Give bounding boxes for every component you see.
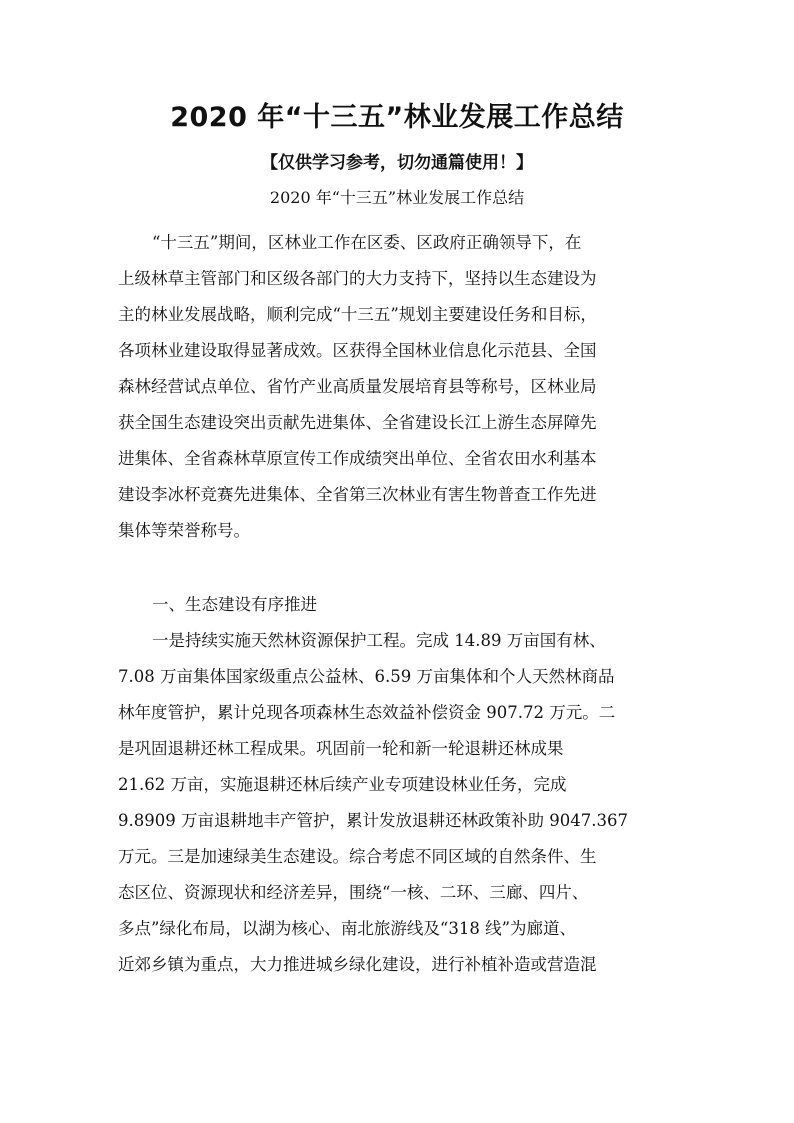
usage-note: 【仅供学习参考，切勿通篇使用！】 — [261, 153, 533, 173]
section-line: 万元。三是加速绿美生态建设。综合考虑不同区域的自然条件、生 — [118, 847, 597, 866]
intro-line: 获全国生态建设突出贡献先进集体、全省建设长江上游生态屏障先 — [118, 413, 597, 432]
intro-line: “十三五”期间，区林业工作在区委、区政府正确领导下，在 — [152, 233, 582, 252]
intro-line: 各项林业建设取得显著成效。区获得全国林业信息化示范县、全国 — [118, 341, 597, 360]
intro-line: 森林经营试点单位、省竹产业高质量发展培育县等称号，区林业局 — [118, 377, 597, 396]
section-line: 近郊乡镇为重点，大力推进城乡绿化建设，进行补植补造或营造混 — [118, 955, 597, 974]
intro-line: 集体等荣誉称号。 — [118, 521, 250, 540]
section-heading: 一、生态建设有序推进 — [152, 595, 317, 614]
section-line: 态区位、资源现状和经济差异，围绕“一核、二环、三廊、四片、 — [118, 883, 589, 902]
section-line: 一是持续实施天然林资源保护工程。完成 14.89 万亩国有林、 — [152, 631, 606, 650]
document-subtitle: 2020 年“十三五”林业发展工作总结 — [269, 188, 525, 207]
section-line: 多点”绿化布局，以湖为核心、南北旅游线及“318 线”为廊道、 — [118, 919, 577, 938]
section-line: 是巩固退耕还林工程成果。巩固前一轮和新一轮退耕还林成果 — [118, 739, 564, 758]
section-line: 21.62 万亩，实施退耕还林后续产业专项建设林业任务，完成 — [118, 775, 567, 794]
section-line: 9.8909 万亩退耕地丰产管护，累计发放退耕还林政策补助 9047.367 — [118, 811, 628, 830]
intro-line: 建设李冰杯竞赛先进集体、全省第三次林业有害生物普查工作先进 — [118, 485, 597, 504]
intro-line: 上级林草主管部门和区级各部门的大力支持下，坚持以生态建设为 — [118, 269, 597, 288]
intro-line: 主的林业发展战略，顺利完成“十三五”规划主要建设任务和目标， — [118, 305, 597, 324]
section-line: 7.08 万亩集体国家级重点公益林、6.59 万亩集体和个人天然林商品 — [118, 667, 615, 686]
document-title: 2020 年“十三五”林业发展工作总结 — [170, 102, 624, 133]
intro-line: 进集体、全省森林草原宣传工作成绩突出单位、全省农田水利基本 — [118, 449, 597, 468]
section-line: 林年度管护，累计兑现各项森林生态效益补偿资金 907.72 万元。二 — [118, 703, 616, 722]
